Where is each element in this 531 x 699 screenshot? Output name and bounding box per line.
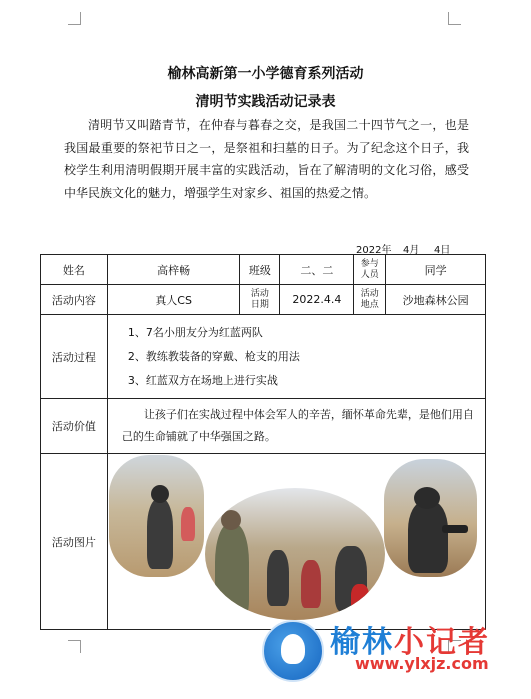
date-month: 4月 <box>403 245 420 256</box>
watermark-text-red: 小记者 <box>394 625 490 660</box>
helmet-shape <box>151 485 169 503</box>
activity-photo-3 <box>384 459 477 577</box>
name-value: 高梓畅 <box>107 255 240 285</box>
place-value: 沙地森林公园 <box>386 285 486 315</box>
name-label: 姓名 <box>41 255 108 285</box>
activity-date-label <box>240 285 280 315</box>
watermark-logo-icon <box>262 620 324 682</box>
activity-date-label-line1: 活动 <box>250 288 269 299</box>
table-row <box>41 399 486 454</box>
class-value: 二、二 <box>280 255 354 285</box>
process-item: 2、教练教装备的穿戴、枪支的用法 <box>127 349 300 363</box>
table-row <box>41 285 486 315</box>
date-day: 4日 <box>434 245 451 256</box>
participants-label <box>354 255 386 285</box>
coach-head <box>221 510 241 530</box>
watermark-logo-mark <box>281 634 305 664</box>
child-figure <box>181 507 195 541</box>
corner-mark-top-left <box>68 12 81 25</box>
red-vest-shape <box>351 584 369 612</box>
class-label: 班级 <box>240 255 280 285</box>
participants-value: 同学 <box>386 255 486 285</box>
process-label: 活动过程 <box>41 315 108 399</box>
toy-gun-shape <box>442 525 468 533</box>
process-item: 3、红蓝双方在场地上进行实战 <box>127 373 278 387</box>
value-label: 活动价值 <box>41 399 108 454</box>
child-figure <box>408 501 448 573</box>
child-figure <box>267 550 289 606</box>
watermark-url: www.ylxjz.com <box>355 654 489 673</box>
activity-date-label-line2: 日期 <box>250 299 269 310</box>
process-item: 1、7名小朋友分为红蓝两队 <box>127 325 263 339</box>
table-row <box>41 315 486 399</box>
child-figure <box>147 499 173 569</box>
process-list <box>107 315 485 399</box>
date-year: 2022年 <box>356 245 392 256</box>
watermark-text-blue: 榆林 <box>330 625 394 660</box>
table-row <box>41 255 486 285</box>
value-text: 让孩子们在实战过程中体会军人的辛苦，缅怀革命先辈，是他们用自己的生命铺就了中华强国之路。 <box>107 399 485 454</box>
place-label <box>354 285 386 315</box>
activity-photo-1 <box>109 455 204 577</box>
participants-label-line2: 人员 <box>360 269 379 280</box>
place-label-line2: 地点 <box>360 299 379 310</box>
document-subtitle: 清明节实践活动记录表 <box>195 94 336 110</box>
content-label: 活动内容 <box>41 285 108 315</box>
place-label-line1: 活动 <box>360 288 379 299</box>
intro-paragraph <box>64 114 469 204</box>
activity-date-value: 2022.4.4 <box>280 285 354 315</box>
content-value: 真人CS <box>107 285 240 315</box>
activity-photo-2 <box>205 488 385 620</box>
corner-mark-top-right <box>448 12 461 25</box>
corner-mark-bottom-left <box>68 640 81 653</box>
document-title: 榆林高新第一小学德育系列活动 <box>167 66 364 82</box>
helmet-shape <box>414 487 440 509</box>
participants-label-line1: 参与 <box>360 258 379 269</box>
intro-text: 清明节又叫踏青节，在仲春与暮春之交，是我国二十四节气之一，也是我国最重要的祭祀节日之一，是祭祖和扫墓的日子。为了纪念这个日子，我校学生利用清明假期开展丰富的实践活动，旨在了解清明的文化习俗，感受中华民族文化的魅力，增强学生对家乡、祖国的热爱之情。 <box>64 118 469 200</box>
coach-figure <box>215 524 249 620</box>
photos-label: 活动图片 <box>41 454 108 630</box>
child-figure <box>301 560 321 608</box>
